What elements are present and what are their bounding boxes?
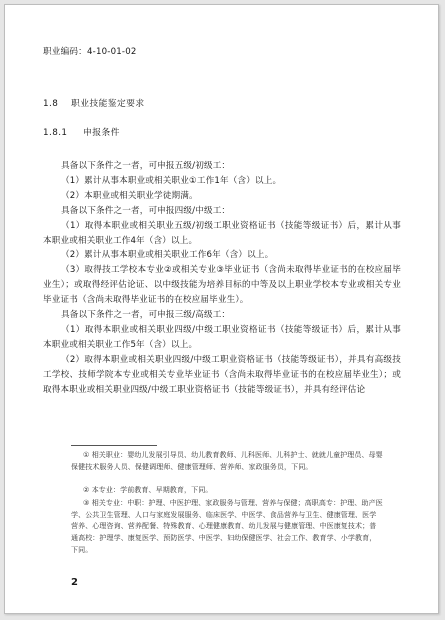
body-text (43, 159, 401, 398)
footnote-1 (71, 450, 383, 473)
paragraph: （2）取得本职业或相关职业四级/中级工职业资格证书（技能等级证书），并具有高级技工学校、技师学院本专业或相关专业毕业证书（含尚未取得毕业证书的在校应届毕业生）；或取得本职业或相关职业四级/中级工职业资格证书（技能等级证书），并具有经评估论 (43, 354, 401, 395)
section-number: 1.8 (43, 99, 59, 109)
paragraph: 具备以下条件之一者，可申报四级/中级工： (61, 205, 231, 216)
subsection-title: 申报条件 (83, 128, 120, 138)
footnote-text: ③ 相关专业：中职：护理、中医护理、家政服务与管理、营养与保健；高职高专：护理、助产医学、公共卫生管理、人口与家庭发展服务、临床医学、中医学、食品营养与卫生、健康管理、医学营养、心理咨询、营养配餐、特殊教育、心理健康教育、幼儿发展与健康管理、中医康复技术；普通高校：护理学、康复医学、预防医学、中医学、妇幼保健医学、社会工作、教育学、小学教育，下同。 (71, 499, 383, 554)
paragraph: （1）累计从事本职业或相关职业①工作1年（含）以上。 (61, 175, 282, 186)
footnote-text: ② 本专业：学前教育、早期教育，下同。 (83, 486, 213, 494)
paragraph: （2）本职业或相关职业学徒期满。 (61, 190, 198, 201)
footnote-2 (71, 485, 383, 497)
paragraph: 具备以下条件之一者，可申报五级/初级工： (61, 161, 231, 171)
paragraph: （1）取得本职业或相关职业四级/中级工职业资格证书（技能等级证书）后，累计从事本职业或相关职业工作5年（含）以上。 (43, 324, 401, 350)
paragraph: （2）累计从事本职业或相关职业工作6年（含）以上。 (61, 250, 274, 261)
subsection-number: 1.8.1 (43, 128, 68, 138)
section-title: 职业技能鉴定要求 (71, 99, 145, 109)
paragraph: 具备以下条件之一者，可申报三级/高级工： (61, 310, 231, 321)
page-number: 2 (71, 577, 78, 588)
section-heading (43, 96, 145, 109)
footnote-text: ① 相关职业：婴幼儿发展引导员、幼儿教育教师、儿科医师、儿科护士、就就儿童护理员、母婴保健技术服务人员、保健调理师、健康管理师、营养师、家政服务员，下同。 (71, 451, 383, 471)
occupation-code-header: 职业编码：4-10-01-02 (43, 47, 137, 57)
paragraph: （1）取得本职业或相关职业五级/初级工职业资格证书（技能等级证书）后，累计从事本职业或相关职业工作4年（含）以上。 (43, 220, 401, 246)
footnote-divider (71, 445, 157, 446)
paragraph: （3）取得技工学校本专业②或相关专业③毕业证书（含尚未取得毕业证书的在校应届毕业生）；或取得经评估论证、以中级技能为培养目标的中等及以上职业学校本专业或相关专业毕业证书（含尚未取得毕业证书的在校应届毕业生）。 (43, 265, 401, 306)
subsection-heading (43, 125, 120, 138)
footnote-3 (71, 498, 383, 557)
document-page (4, 4, 439, 614)
